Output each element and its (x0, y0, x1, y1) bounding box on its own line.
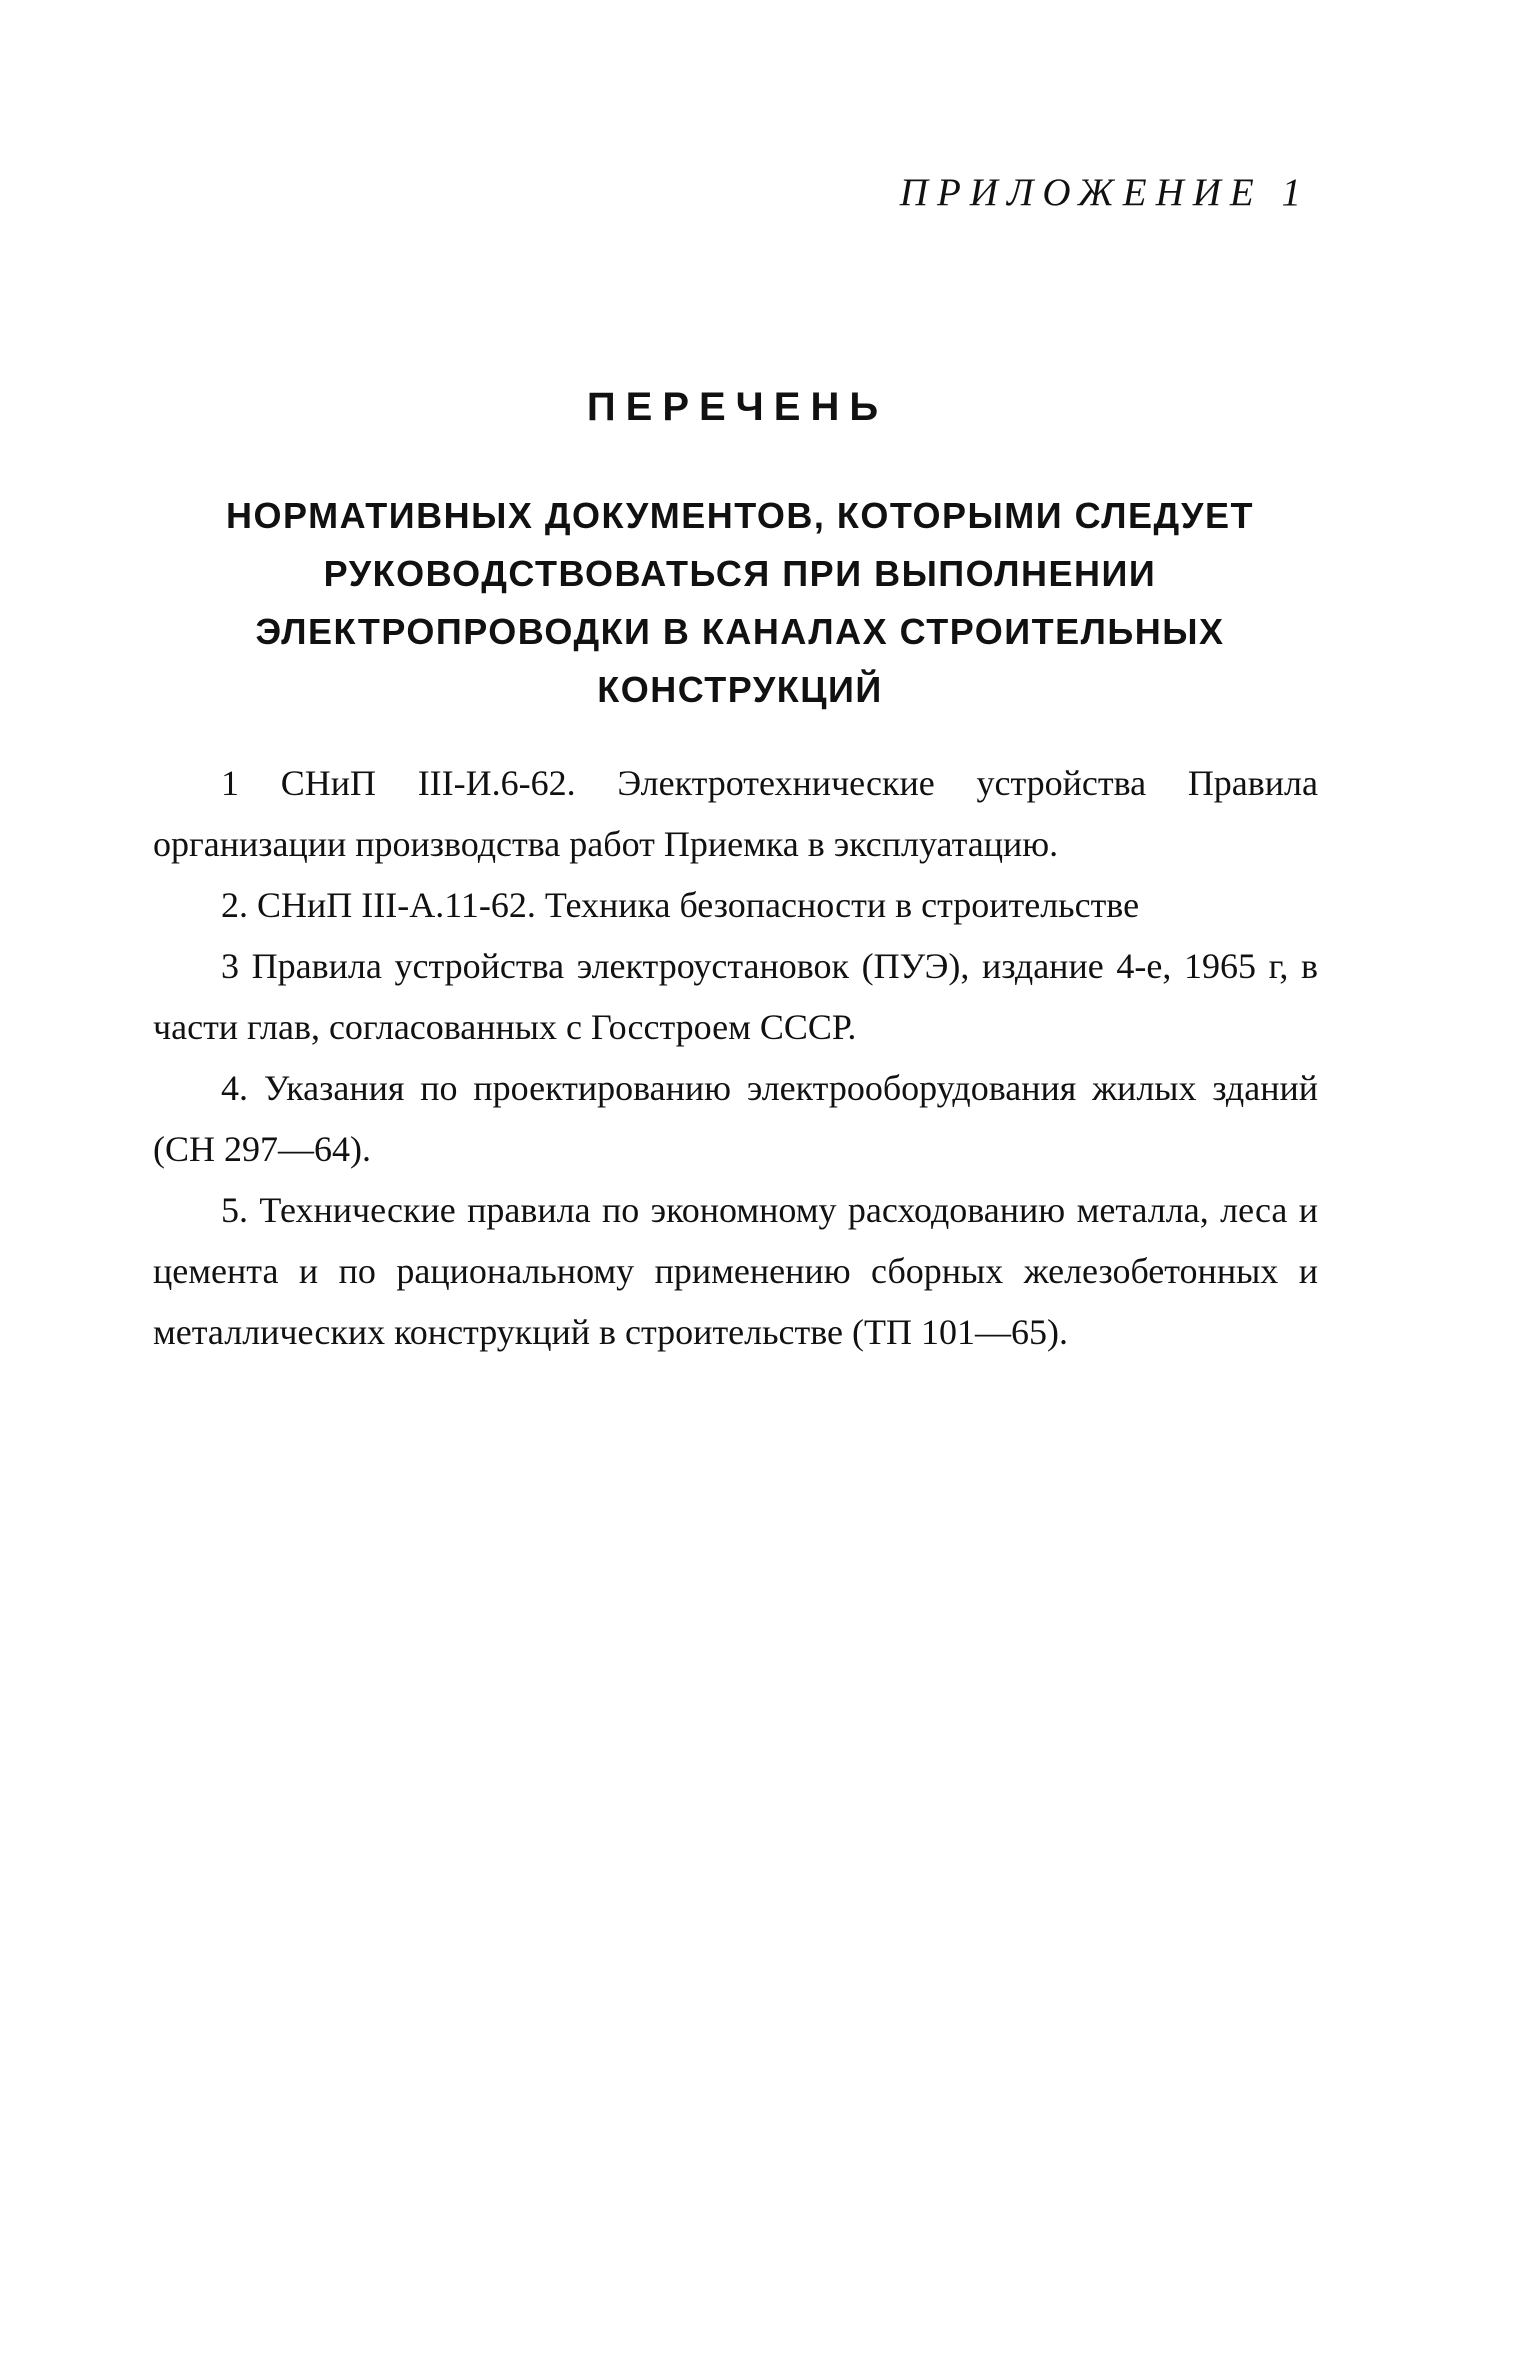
document-list (153, 753, 1318, 1363)
list-item-1: 1 СНиП III-И.6-62. Электротехнические устройства Правила организации производства работ Приемка в эксплуатацию. (153, 763, 1318, 864)
list-item-2: 2. СНиП III-А.11-62. Техника безопасности в строительстве (221, 885, 1140, 925)
subtitle-line: КОНСТРУКЦИЙ (597, 669, 883, 710)
appendix-label: ПРИЛОЖЕНИЕ 1 (899, 171, 1310, 214)
subtitle-line: РУКОВОДСТВОВАТЬСЯ ПРИ ВЫПОЛНЕНИИ (323, 553, 1157, 594)
list-title: ПЕРЕЧЕНЬ (586, 385, 889, 429)
subtitle-line: НОРМАТИВНЫХ ДОКУМЕНТОВ, КОТОРЫМИ СЛЕДУЕТ (226, 495, 1254, 536)
document-subtitle (150, 487, 1330, 719)
list-item-3: 3 Правила устройства электроустановок (ПУЭ), издание 4-е, 1965 г, в части глав, согласованных с Госстроем СССР. (153, 946, 1318, 1047)
subtitle-line: ЭЛЕКТРОПРОВОДКИ В КАНАЛАХ СТРОИТЕЛЬНЫХ (255, 611, 1225, 652)
list-item-5: 5. Технические правила по экономному расходованию металла, леса и цемента и по рациональному применению сборных железобетонных и металлических конструкций в строительстве (ТП 101—65). (153, 1190, 1318, 1352)
list-item-4: 4. Указания по проектированию электрооборудования жилых зданий (СН 297—64). (153, 1068, 1318, 1169)
